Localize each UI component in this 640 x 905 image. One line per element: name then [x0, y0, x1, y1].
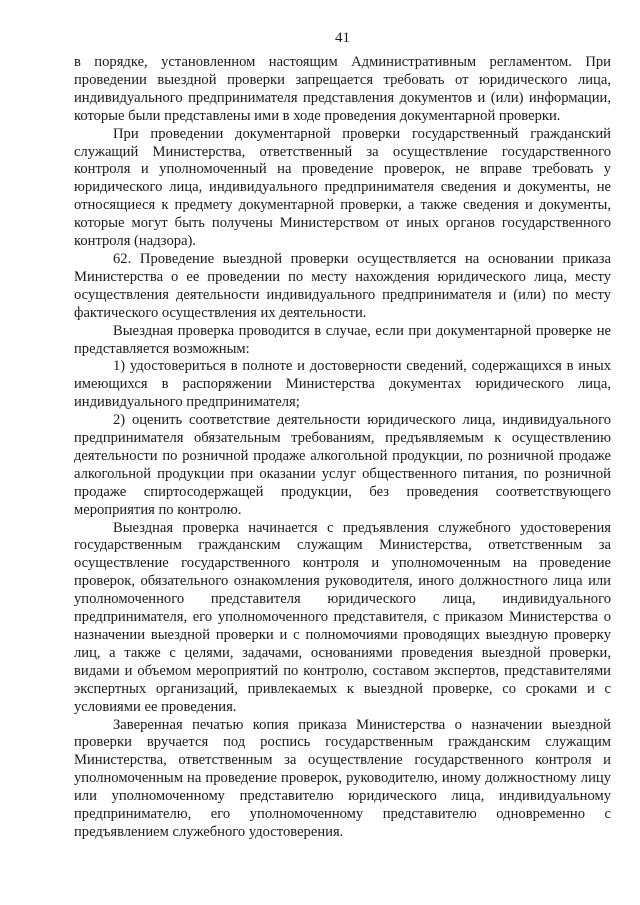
document-body [74, 54, 611, 842]
paragraph-2: При проведении документарной проверки государственный гражданский служащий Министерства, ответственный за осуществление государственного контроля и уполномоченный на проведение проверок, не вправе требовать у юридического лица, индивидуального предпринимателя сведения и документы, не относящиеся к предмету документарной проверки, а также сведения и документы, которые могут быть получены Министерством от иных органов государственного контроля (надзора). [74, 125, 611, 250]
paragraph-6: 2) оценить соответствие деятельности юридического лица, индивидуального предпринимателя обязательным требованиям, предъявляемым к осуществлению деятельности по розничной продаже алкогольной продукции, по розничной продаже алкогольной продукции при оказании услуг общественного питания, по розничной продаже спиртосодержащей продукции, без проведения соответствующего мероприятия по контролю. [74, 412, 611, 518]
paragraph-7: Выездная проверка начинается с предъявления служебного удостоверения государственным гражданским служащим Министерства, ответственным за осуществление государственного контроля и уполномоченным на проведение проверок, обязательного ознакомления руководителя, иного должностного лица или уполномоченного представителя юридического лица, индивидуального предпринимателя, его уполномоченного представителя, с приказом Министерства о назначении выездной проверки и с полномочиями проводящих выездную проверку лиц, а также с целями, задачами, основаниями проведения выездной проверки, видами и объемом мероприятий по контролю, составом экспертов, представителями экспертных организаций, привлекаемых к выездной проверке, со сроками и с условиями ее проведения. [74, 519, 611, 715]
paragraph-3: 62. Проведение выездной проверки осуществляется на основании приказа Министерства о ее проведении по месту нахождения юридического лица, месту осуществления деятельности индивидуального предпринимателя и (или) по месту фактического осуществления их деятельности. [74, 250, 611, 321]
page-number: 41 [335, 30, 350, 46]
paragraph-4: Выездная проверка проводится в случае, если при документарной проверке не представляется возможным: [74, 322, 611, 357]
paragraph-1: в порядке, установленном настоящим Административным регламентом. При проведении выездной проверки запрещается требовать от юридического лица, индивидуального предпринимателя представления документов и (или) информации, которые были представлены ими в ходе проведения документарной проверки. [74, 54, 611, 124]
paragraph-5: 1) удостовериться в полноте и достоверности сведений, содержащихся в иных имеющихся в распоряжении Министерства документах юридического лица, индивидуального предпринимателя; [74, 358, 611, 411]
paragraph-8: Заверенная печатью копия приказа Министерства о назначении выездной проверки вручается под роспись государственным гражданским служащим Министерства, ответственным за осуществление государственного контроля и уполномоченным на проведение проверок, руководителю, иному должностному лицу или уполномоченному представителю юридического лица, индивидуальному предпринимателю, его уполномоченному представителю одновременно с предъявлением служебного удостоверения. [74, 716, 611, 840]
